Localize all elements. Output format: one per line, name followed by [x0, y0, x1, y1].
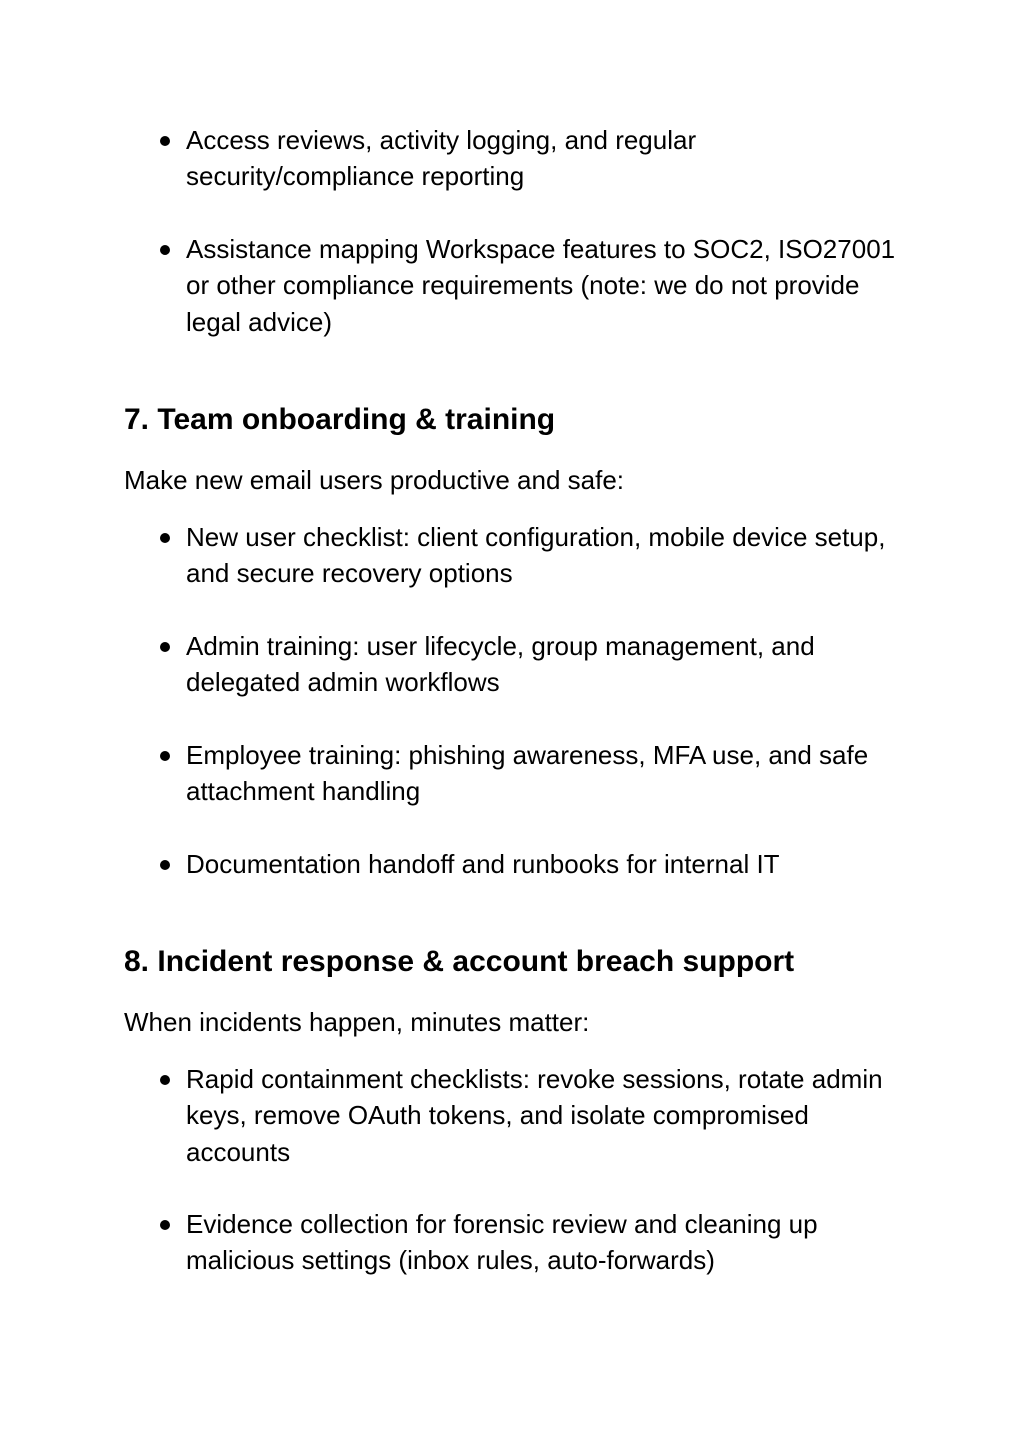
section-8-intro-block: [124, 1004, 904, 1040]
bullet-icon: [160, 628, 186, 701]
section-7-intro-block: [124, 462, 904, 498]
list-item: [160, 122, 900, 195]
bullet-icon: [160, 737, 186, 810]
bullet-icon: [160, 1061, 186, 1170]
bullet-icon: [160, 231, 186, 340]
section-8-heading-block: [124, 944, 904, 980]
list-item-text: Admin training: user lifecycle, group management, and delegated admin workflows: [186, 631, 815, 698]
bullet-icon: [160, 122, 186, 195]
list-item-text: Assistance mapping Workspace features to SOC2, ISO27001 or other compliance requirements (note: we do not provide legal advice): [186, 234, 896, 337]
section-7-heading-block: [124, 402, 904, 438]
list-item: [160, 1206, 900, 1279]
list-item-text: Rapid containment checklists: revoke sessions, rotate admin keys, remove OAuth tokens, and isolate compromised accounts: [186, 1064, 883, 1167]
list-item-text: Access reviews, activity logging, and regular security/compliance reporting: [186, 125, 697, 192]
list-item: [160, 846, 900, 882]
list-item-text: Evidence collection for forensic review and cleaning up malicious settings (inbox rules, auto-forwards): [186, 1209, 818, 1276]
list-item: [160, 231, 900, 340]
bullet-icon: [160, 1206, 186, 1279]
section-heading: 7. Team onboarding & training: [124, 403, 556, 436]
section-intro: When incidents happen, minutes matter:: [124, 1007, 590, 1037]
list-item: [160, 628, 900, 701]
list-item: [160, 1061, 900, 1170]
list-item-text: Documentation handoff and runbooks for internal IT: [186, 849, 780, 879]
section-heading: 8. Incident response & account breach support: [124, 945, 795, 978]
bullet-icon: [160, 519, 186, 592]
list-item-text: New user checklist: client configuration, mobile device setup, and secure recovery options: [186, 522, 886, 589]
list-item: [160, 737, 900, 810]
bullet-icon: [160, 846, 186, 882]
section-intro: Make new email users productive and safe:: [124, 465, 625, 495]
list-item: [160, 519, 900, 592]
list-item-text: Employee training: phishing awareness, MFA use, and safe attachment handling: [186, 740, 869, 807]
